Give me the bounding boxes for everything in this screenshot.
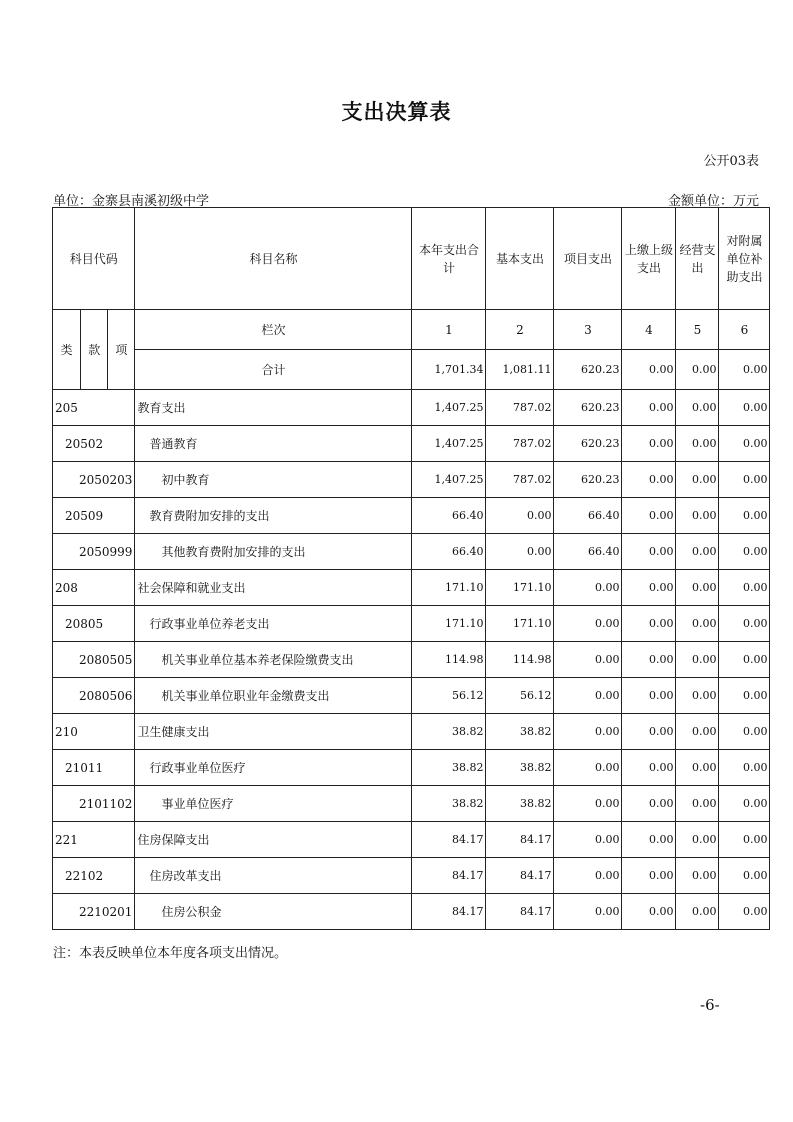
amount-cell: 1,407.25 <box>412 426 486 462</box>
subject-code: 22102 <box>53 858 135 894</box>
amount-cell: 84.17 <box>412 822 486 858</box>
subject-name: 行政事业单位养老支出 <box>135 606 412 642</box>
amount-cell: 0.00 <box>622 642 676 678</box>
amount-cell: 0.00 <box>719 642 770 678</box>
amount-cell: 0.00 <box>676 750 719 786</box>
amount-cell: 0.00 <box>676 858 719 894</box>
subject-code: 2080505 <box>53 642 135 678</box>
subject-code: 221 <box>53 822 135 858</box>
amount-cell: 0.00 <box>622 750 676 786</box>
total-label: 合计 <box>135 350 412 390</box>
header-basic: 基本支出 <box>486 208 554 310</box>
subject-code: 2210201 <box>53 894 135 930</box>
table-row <box>53 606 770 642</box>
header-xiang: 项 <box>108 310 135 390</box>
amount-cell: 0.00 <box>719 678 770 714</box>
table-row <box>53 858 770 894</box>
subject-code: 21011 <box>53 750 135 786</box>
amount-cell: 38.82 <box>486 714 554 750</box>
table-row <box>53 750 770 786</box>
subject-name: 教育支出 <box>135 390 412 426</box>
header-subsidy: 对附属单位补助支出 <box>719 208 770 310</box>
amount-cell: 0.00 <box>554 822 622 858</box>
amount-cell: 38.82 <box>412 714 486 750</box>
table-row <box>53 534 770 570</box>
amount-cell: 84.17 <box>486 894 554 930</box>
table-row <box>53 678 770 714</box>
table-row <box>53 462 770 498</box>
amount-cell: 787.02 <box>486 390 554 426</box>
amount-cell: 0.00 <box>719 462 770 498</box>
amount-cell: 84.17 <box>486 822 554 858</box>
header-lei: 类 <box>53 310 81 390</box>
subject-code: 205 <box>53 390 135 426</box>
subject-name: 住房公积金 <box>135 894 412 930</box>
subject-code: 210 <box>53 714 135 750</box>
amount-cell: 787.02 <box>486 462 554 498</box>
amount-unit: 金额单位：万元 <box>667 194 759 209</box>
total-value: 0.00 <box>676 350 719 390</box>
amount-cell: 0.00 <box>676 426 719 462</box>
header-total: 本年支出合计 <box>412 208 486 310</box>
form-number: 公开03表 <box>703 154 759 169</box>
header-business: 经营支出 <box>676 208 719 310</box>
amount-cell: 0.00 <box>554 894 622 930</box>
amount-cell: 171.10 <box>412 570 486 606</box>
total-row <box>53 350 770 390</box>
subject-code: 20502 <box>53 426 135 462</box>
subject-name: 其他教育费附加安排的支出 <box>135 534 412 570</box>
col-number: 5 <box>676 310 719 350</box>
amount-cell: 0.00 <box>676 570 719 606</box>
subject-name: 机关事业单位基本养老保险缴费支出 <box>135 642 412 678</box>
total-value: 1,701.34 <box>412 350 486 390</box>
subject-code: 2050203 <box>53 462 135 498</box>
amount-cell: 0.00 <box>676 498 719 534</box>
page-title: 支出决算表 <box>341 99 452 124</box>
amount-cell: 0.00 <box>719 822 770 858</box>
amount-cell: 0.00 <box>676 678 719 714</box>
table-row <box>53 714 770 750</box>
header-row <box>53 208 770 310</box>
table-note: 注：本表反映单位本年度各项支出情况。 <box>53 946 288 961</box>
amount-cell: 84.17 <box>486 858 554 894</box>
total-value: 1,081.11 <box>486 350 554 390</box>
subject-name: 初中教育 <box>135 462 412 498</box>
subject-code: 2080506 <box>53 678 135 714</box>
amount-cell: 0.00 <box>622 570 676 606</box>
amount-cell: 66.40 <box>554 534 622 570</box>
amount-cell: 0.00 <box>719 534 770 570</box>
subject-name: 卫生健康支出 <box>135 714 412 750</box>
subject-name: 事业单位医疗 <box>135 786 412 822</box>
amount-cell: 0.00 <box>554 786 622 822</box>
amount-cell: 0.00 <box>719 750 770 786</box>
amount-cell: 0.00 <box>719 390 770 426</box>
amount-cell: 0.00 <box>622 678 676 714</box>
amount-cell: 0.00 <box>676 390 719 426</box>
amount-cell: 1,407.25 <box>412 390 486 426</box>
subject-name: 机关事业单位职业年金缴费支出 <box>135 678 412 714</box>
amount-cell: 0.00 <box>719 570 770 606</box>
amount-cell: 0.00 <box>676 606 719 642</box>
amount-cell: 66.40 <box>412 498 486 534</box>
subject-name: 社会保障和就业支出 <box>135 570 412 606</box>
amount-cell: 171.10 <box>486 570 554 606</box>
header-upper: 上缴上级支出 <box>622 208 676 310</box>
amount-cell: 0.00 <box>719 714 770 750</box>
amount-cell: 66.40 <box>412 534 486 570</box>
table-row <box>53 786 770 822</box>
amount-cell: 0.00 <box>622 714 676 750</box>
amount-cell: 0.00 <box>622 390 676 426</box>
amount-cell: 56.12 <box>412 678 486 714</box>
header-code: 科目代码 <box>53 208 135 310</box>
table-row <box>53 570 770 606</box>
amount-cell: 0.00 <box>622 498 676 534</box>
subject-code: 20509 <box>53 498 135 534</box>
amount-cell: 0.00 <box>554 678 622 714</box>
amount-cell: 0.00 <box>622 822 676 858</box>
subject-code: 208 <box>53 570 135 606</box>
amount-cell: 0.00 <box>622 426 676 462</box>
amount-cell: 114.98 <box>486 642 554 678</box>
page-number: -6- <box>700 996 720 1014</box>
amount-cell: 0.00 <box>676 894 719 930</box>
subject-code: 2050999 <box>53 534 135 570</box>
amount-cell: 0.00 <box>554 750 622 786</box>
amount-cell: 0.00 <box>719 894 770 930</box>
amount-cell: 56.12 <box>486 678 554 714</box>
amount-cell: 0.00 <box>622 606 676 642</box>
amount-cell: 38.82 <box>412 750 486 786</box>
amount-cell: 0.00 <box>554 714 622 750</box>
amount-cell: 38.82 <box>486 786 554 822</box>
amount-cell: 171.10 <box>486 606 554 642</box>
amount-cell: 0.00 <box>486 498 554 534</box>
table-row <box>53 498 770 534</box>
subject-name: 住房改革支出 <box>135 858 412 894</box>
header-name: 科目名称 <box>135 208 412 310</box>
amount-cell: 0.00 <box>719 858 770 894</box>
total-value: 0.00 <box>719 350 770 390</box>
expenditure-table <box>52 207 770 930</box>
amount-cell: 0.00 <box>486 534 554 570</box>
column-index-row <box>53 310 770 350</box>
col-number: 6 <box>719 310 770 350</box>
amount-cell: 0.00 <box>676 534 719 570</box>
amount-cell: 0.00 <box>719 786 770 822</box>
amount-cell: 620.23 <box>554 426 622 462</box>
unit-label: 单位：金寨县南溪初级中学 <box>53 194 210 209</box>
amount-cell: 787.02 <box>486 426 554 462</box>
subject-name: 普通教育 <box>135 426 412 462</box>
col-number: 3 <box>554 310 622 350</box>
amount-cell: 0.00 <box>622 786 676 822</box>
col-number: 2 <box>486 310 554 350</box>
data-rows <box>53 390 770 930</box>
amount-cell: 0.00 <box>676 822 719 858</box>
amount-cell: 0.00 <box>676 786 719 822</box>
amount-cell: 66.40 <box>554 498 622 534</box>
amount-cell: 0.00 <box>554 642 622 678</box>
amount-cell: 114.98 <box>412 642 486 678</box>
amount-cell: 0.00 <box>676 642 719 678</box>
subject-code: 20805 <box>53 606 135 642</box>
total-value: 620.23 <box>554 350 622 390</box>
column-index-label: 栏次 <box>135 310 412 350</box>
total-value: 0.00 <box>622 350 676 390</box>
col-number: 4 <box>622 310 676 350</box>
table-row <box>53 426 770 462</box>
amount-cell: 0.00 <box>676 714 719 750</box>
amount-cell: 0.00 <box>676 462 719 498</box>
header-project: 项目支出 <box>554 208 622 310</box>
subject-name: 教育费附加安排的支出 <box>135 498 412 534</box>
table-row <box>53 894 770 930</box>
amount-cell: 620.23 <box>554 462 622 498</box>
header-kuan: 款 <box>81 310 108 390</box>
amount-cell: 171.10 <box>412 606 486 642</box>
amount-cell: 38.82 <box>412 786 486 822</box>
subject-code: 2101102 <box>53 786 135 822</box>
table-row <box>53 390 770 426</box>
amount-cell: 0.00 <box>622 858 676 894</box>
amount-cell: 620.23 <box>554 390 622 426</box>
amount-cell: 0.00 <box>622 534 676 570</box>
col-number: 1 <box>412 310 486 350</box>
table-row <box>53 642 770 678</box>
table-row <box>53 822 770 858</box>
amount-cell: 0.00 <box>719 498 770 534</box>
amount-cell: 0.00 <box>554 570 622 606</box>
subject-name: 行政事业单位医疗 <box>135 750 412 786</box>
amount-cell: 38.82 <box>486 750 554 786</box>
amount-cell: 0.00 <box>554 858 622 894</box>
amount-cell: 1,407.25 <box>412 462 486 498</box>
amount-cell: 0.00 <box>719 426 770 462</box>
amount-cell: 0.00 <box>622 894 676 930</box>
amount-cell: 84.17 <box>412 894 486 930</box>
amount-cell: 0.00 <box>622 462 676 498</box>
subject-name: 住房保障支出 <box>135 822 412 858</box>
amount-cell: 84.17 <box>412 858 486 894</box>
amount-cell: 0.00 <box>719 606 770 642</box>
amount-cell: 0.00 <box>554 606 622 642</box>
